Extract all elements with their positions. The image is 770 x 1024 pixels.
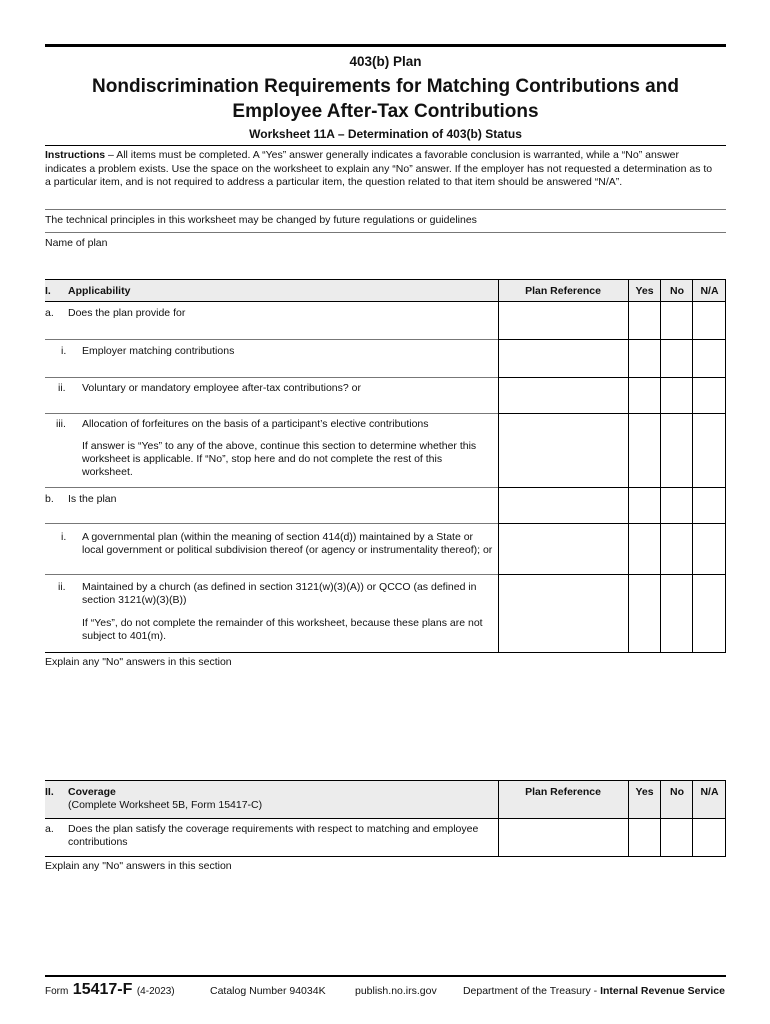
s1-b-i-num: i. — [61, 531, 67, 543]
row-divider — [45, 339, 498, 340]
s1-a-i-num: i. — [61, 345, 67, 357]
s2-a-text: Does the plan satisfy the coverage requirements with respect to matching and employee contributions — [68, 823, 479, 848]
row-divider — [498, 339, 726, 340]
row-divider — [498, 413, 726, 414]
plan-reference-header: Plan Reference — [525, 285, 601, 297]
instructions-label: Instructions — [45, 149, 106, 161]
website: publish.no.irs.gov — [355, 985, 437, 997]
no-header: No — [670, 285, 684, 297]
s1-col-divider — [725, 279, 726, 653]
row-divider — [498, 523, 726, 524]
s2-col-divider — [692, 780, 693, 857]
form-number: 15417-F — [72, 981, 133, 998]
name-of-plan-field[interactable] — [120, 234, 720, 276]
s2-col-divider — [628, 780, 629, 857]
s1-b-text: Is the plan — [68, 493, 117, 505]
rule-principles — [45, 232, 726, 233]
row-divider — [45, 377, 498, 378]
top-rule — [45, 44, 726, 47]
form-id — [45, 981, 175, 999]
s1-a-note: If answer is “Yes” to any of the above, continue this section to determine whether this worksheet is applicable. If “No”, stop here and do not complete the rest of this worksheet. — [82, 440, 477, 478]
s2-col-divider — [498, 780, 499, 857]
s1-explain-field[interactable] — [45, 672, 726, 777]
rule-instructions — [45, 209, 726, 210]
s1-a-ii-text: Voluntary or mandatory employee after-tax contributions? or — [82, 382, 361, 394]
plan-type-heading: 403(b) Plan — [349, 54, 422, 69]
na-header: N/A — [700, 285, 719, 297]
no-header: No — [670, 786, 684, 798]
rule-s1-header — [45, 301, 726, 302]
s1-b-ii-text: Maintained by a church (as defined in section 3121(w)(3)(A)) or QCCO (as defined in section 3121(w)(3)(B)) — [82, 581, 477, 606]
section2-title: Coverage — [68, 786, 116, 798]
row-divider — [45, 523, 498, 524]
rule-s2-header — [45, 818, 726, 819]
irs-text: Internal Revenue Service — [600, 985, 725, 997]
section1-number: I. — [45, 285, 51, 297]
section2-number: II. — [45, 786, 54, 798]
name-of-plan-label: Name of plan — [45, 237, 108, 249]
s1-col-divider — [692, 279, 693, 653]
row-divider — [498, 487, 726, 488]
row-divider — [498, 377, 726, 378]
page-title-line1: Nondiscrimination Requirements for Matching Contributions and — [92, 76, 679, 97]
s2-a-num: a. — [45, 823, 54, 835]
form-prefix: Form — [45, 986, 69, 997]
s2-col-divider — [660, 780, 661, 857]
worksheet-subtitle: Worksheet 11A – Determination of 403(b) Status — [249, 127, 522, 141]
catalog-number: Catalog Number 94034K — [210, 985, 326, 997]
row-divider — [45, 574, 498, 575]
plan-reference-header: Plan Reference — [525, 786, 601, 798]
s1-col-divider — [498, 279, 499, 653]
section1-title: Applicability — [68, 285, 131, 297]
s2-col-divider — [725, 780, 726, 857]
yes-header: Yes — [635, 285, 654, 297]
row-divider — [45, 487, 498, 488]
na-header: N/A — [700, 786, 719, 798]
s1-a-text: Does the plan provide for — [68, 307, 186, 319]
row-divider — [45, 652, 726, 653]
rule-header — [45, 145, 726, 146]
s1-b-note: If “Yes”, do not complete the remainder of this worksheet, because these plans are not subject to 401(m). — [82, 617, 483, 642]
s1-a-iii-text: Allocation of forfeitures on the basis of a participant’s elective contributions — [82, 418, 429, 430]
form-date: (4-2023) — [136, 986, 175, 997]
s1-b-ii-num: ii. — [58, 581, 66, 593]
s1-a-i-text: Employer matching contributions — [82, 345, 235, 357]
yes-header: Yes — [635, 786, 654, 798]
rule-s2-top — [45, 780, 726, 781]
s1-a-iii-num: iii. — [56, 418, 66, 430]
department — [463, 985, 725, 997]
section2-subtitle: (Complete Worksheet 5B, Form 15417-C) — [68, 799, 263, 811]
rule-s1-top — [45, 279, 726, 280]
page-title-line2: Employee After-Tax Contributions — [232, 101, 539, 122]
row-divider — [45, 856, 726, 857]
row-divider — [498, 574, 726, 575]
instructions-text: – All items must be completed. A “Yes” answer generally indicates a favorable conclusion is warranted, while a “No” answer indicates a problem exists. Use the space on the worksheet to explain any “No” answer. If the employer has not requested a determination as to a particular item, and is not required to address a particular item, the question related to that item should be answered “N/A”. — [45, 149, 713, 189]
s1-b-num: b. — [45, 493, 54, 505]
s2-explain-field[interactable] — [45, 876, 726, 972]
s2-explain-label: Explain any "No" answers in this section — [45, 860, 232, 872]
s1-explain-label: Explain any "No" answers in this section — [45, 656, 232, 668]
s1-a-ii-num: ii. — [58, 382, 66, 394]
footer-rule — [45, 975, 726, 977]
row-divider — [45, 413, 498, 414]
s1-b-i-text: A governmental plan (within the meaning of section 414(d)) maintained by a State or local government or political subdivision thereof (or agency or instrumentality thereof); or — [82, 531, 493, 556]
instructions-block — [45, 149, 720, 190]
s1-a-num: a. — [45, 307, 54, 319]
principles-note: The technical principles in this worksheet may be changed by future regulations or guidelines — [45, 214, 477, 226]
s1-col-divider — [628, 279, 629, 653]
s1-col-divider — [660, 279, 661, 653]
department-text: Department of the Treasury - — [462, 985, 601, 997]
